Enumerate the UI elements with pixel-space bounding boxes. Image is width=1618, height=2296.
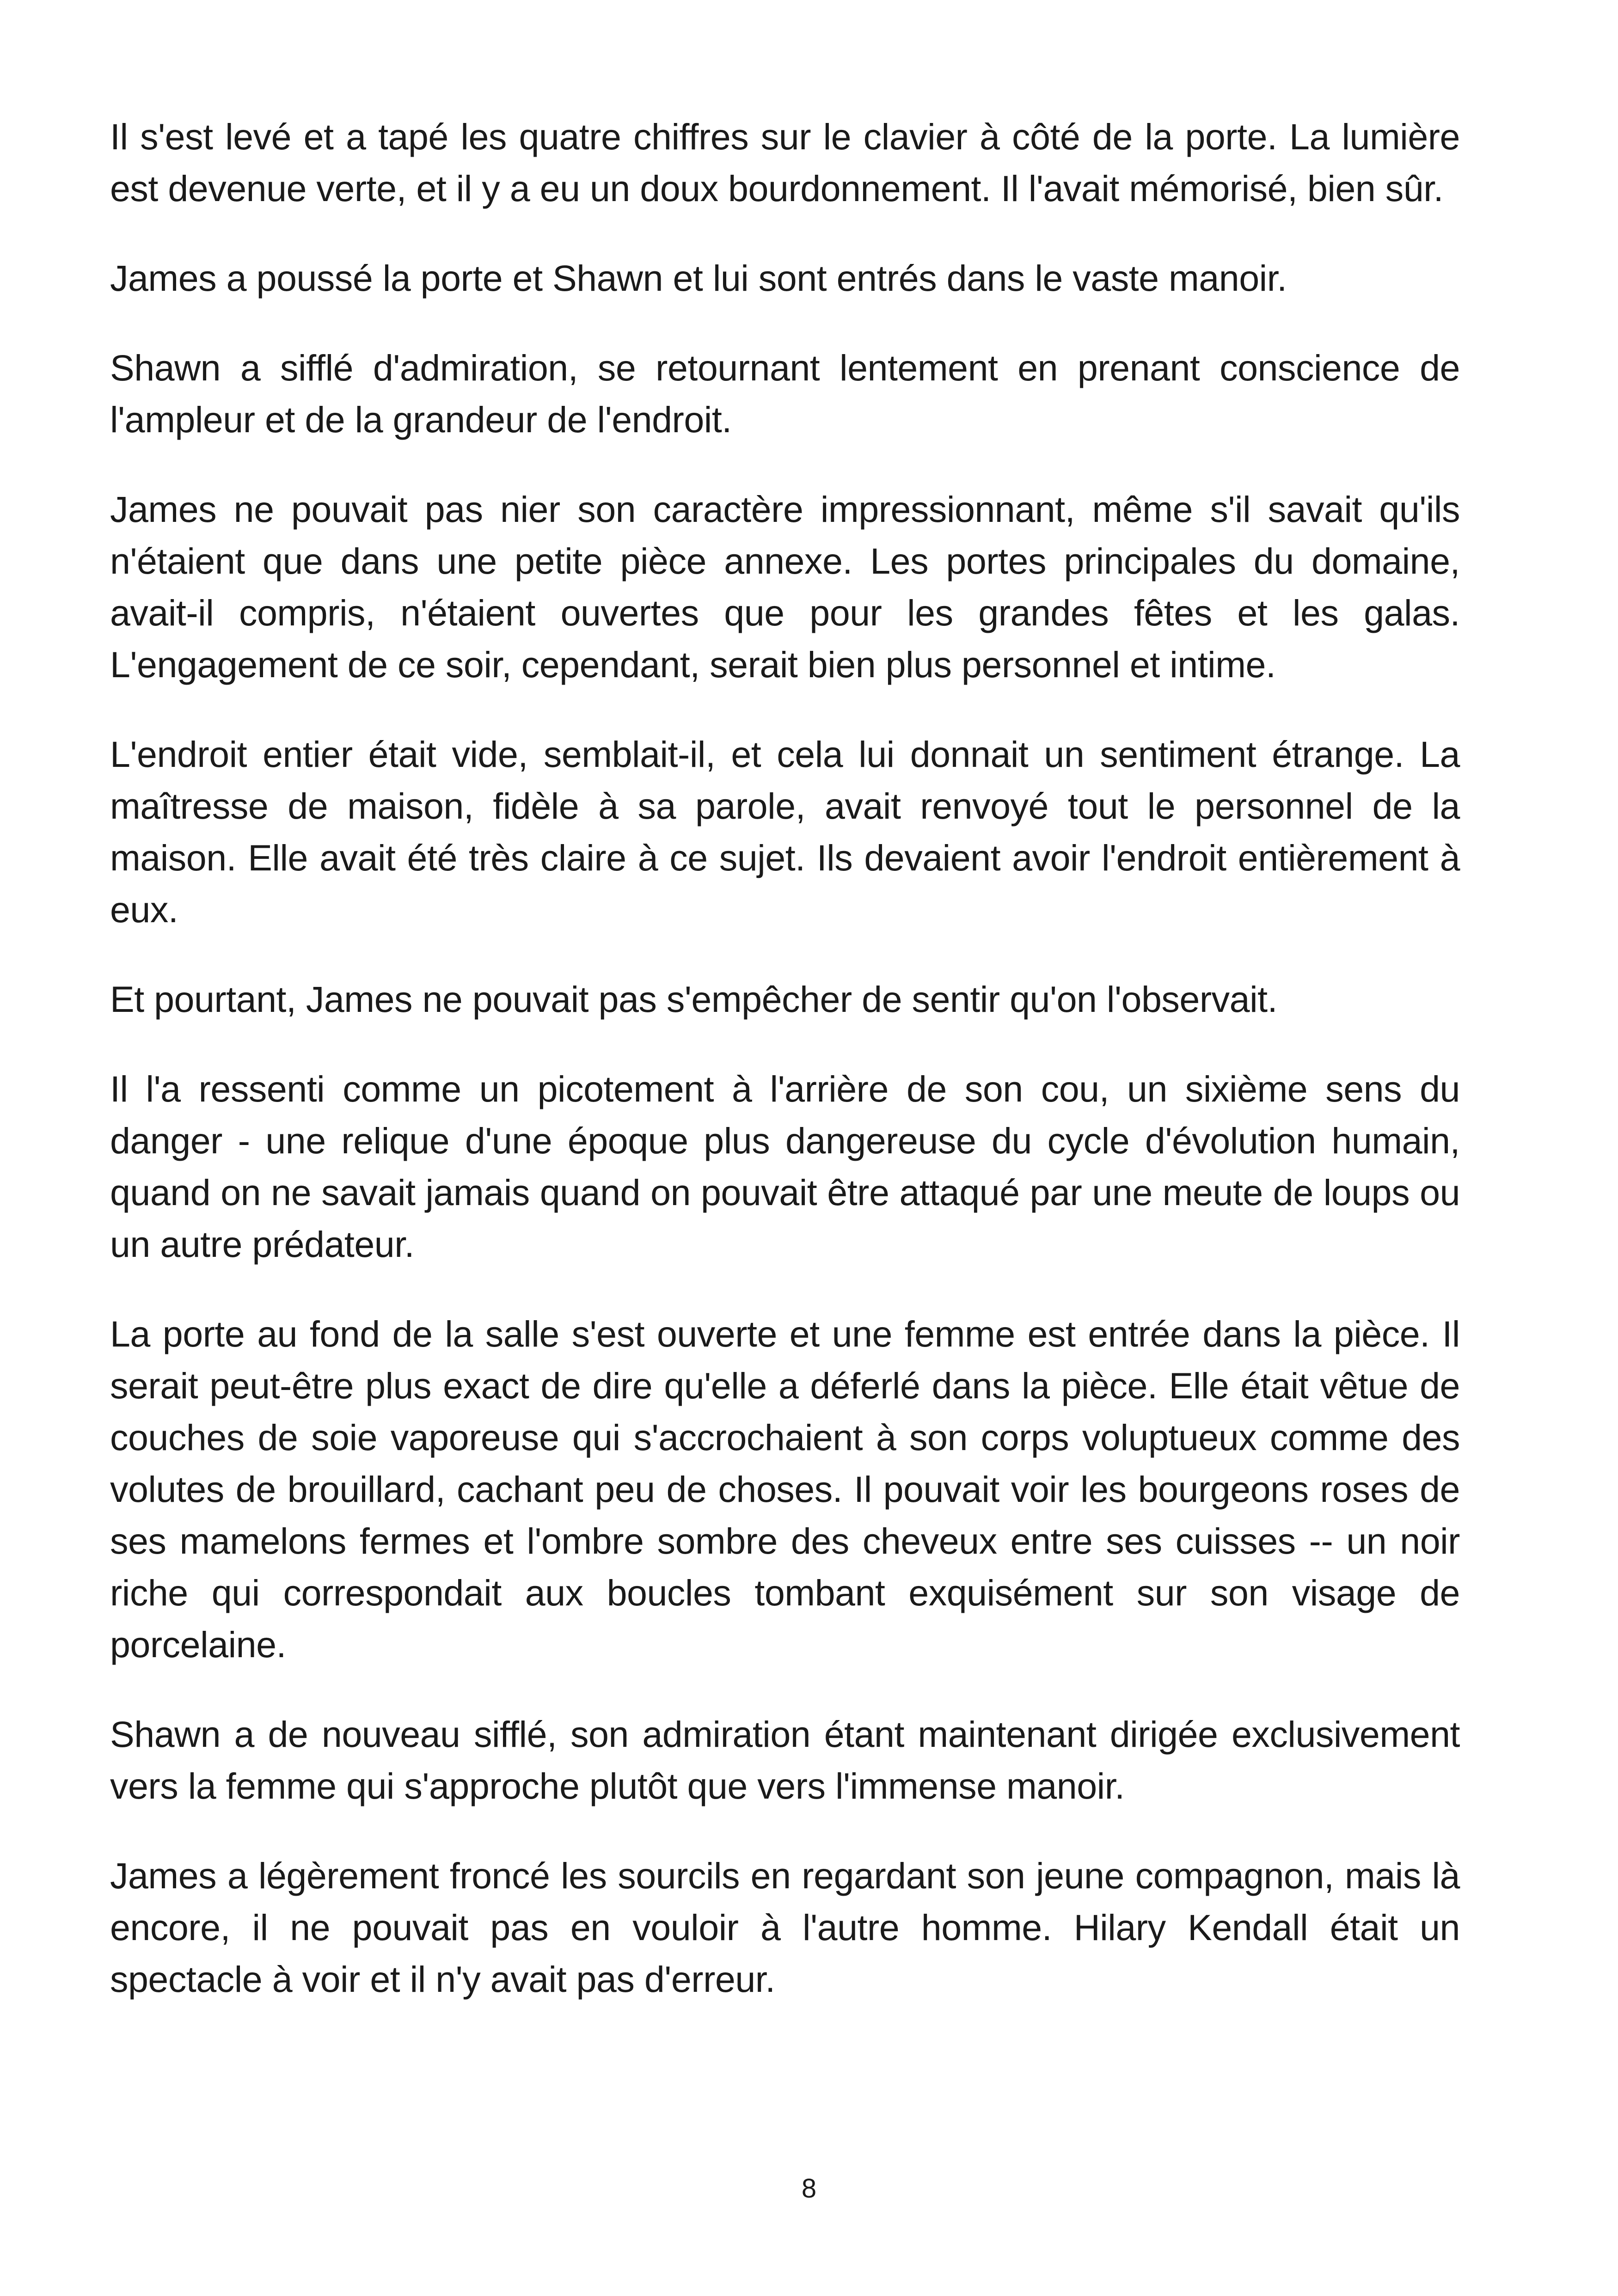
paragraph-3: Shawn a sifflé d'admiration, se retournant lentement en prenant conscience de l'ampleur et de la grandeur de l'endroit. [110, 347, 1460, 440]
paragraph-2: James a poussé la porte et Shawn et lui sont entrés dans le vaste manoir. [110, 257, 1287, 299]
paragraph-5: L'endroit entier était vide, semblait-il, et cela lui donnait un sentiment étrange. La maîtresse de maison, fidèle à sa parole, avait renvoyé tout le personnel de la maison. Elle avait été très claire à ce sujet. Ils devaient avoir l'endroit entièrement à eux. [110, 734, 1460, 930]
paragraph-4: James ne pouvait pas nier son caractère impressionnant, même s'il savait qu'ils n'étaient que dans une petite pièce annexe. Les portes principales du domaine, avait-il compris, n'étaient ouvertes que pour les grandes fêtes et les galas. L'engagement de ce soir, cependant, serait bien plus personnel et intime. [110, 489, 1460, 685]
paragraph-7: Il l'a ressenti comme un picotement à l'arrière de son cou, un sixième sens du danger - une relique d'une époque plus dangereuse du cycle d'évolution humain, quand on ne savait jamais quand on pouvait être attaqué par une meute de loups ou un autre prédateur. [110, 1068, 1460, 1265]
paragraph-6: Et pourtant, James ne pouvait pas s'empêcher de sentir qu'on l'observait. [110, 979, 1278, 1020]
paragraph-9: Shawn a de nouveau sifflé, son admiration étant maintenant dirigée exclusivement vers la femme qui s'approche plutôt que vers l'immense manoir. [110, 1714, 1460, 1806]
paragraph-10: James a légèrement froncé les sourcils en regardant son jeune compagnon, mais là encore, il ne pouvait pas en vouloir à l'autre homme. Hilary Kendall était un spectacle à voir et il n'y avait pas d'erreur. [110, 1855, 1460, 2000]
body-text [110, 111, 1460, 2043]
paragraph-1: Il s'est levé et a tapé les quatre chiffres sur le clavier à côté de la porte. La lumière est devenue verte, et il y a eu un doux bourdonnement. Il l'avait mémorisé, bien sûr. [110, 116, 1460, 209]
page-number: 8 [801, 2174, 817, 2204]
paragraph-8: La porte au fond de la salle s'est ouverte et une femme est entrée dans la pièce. Il serait peut-être plus exact de dire qu'elle a déferlé dans la pièce. Elle était vêtue de couches de soie vaporeuse qui s'accrochaient à son corps voluptueux comme des volutes de brouillard, cachant peu de choses. Il pouvait voir les bourgeons roses de ses mamelons fermes et l'ombre sombre des cheveux entre ses cuisses -- un noir riche qui correspondait aux boucles tombant exquisément sur son visage de porcelaine. [110, 1313, 1460, 1665]
